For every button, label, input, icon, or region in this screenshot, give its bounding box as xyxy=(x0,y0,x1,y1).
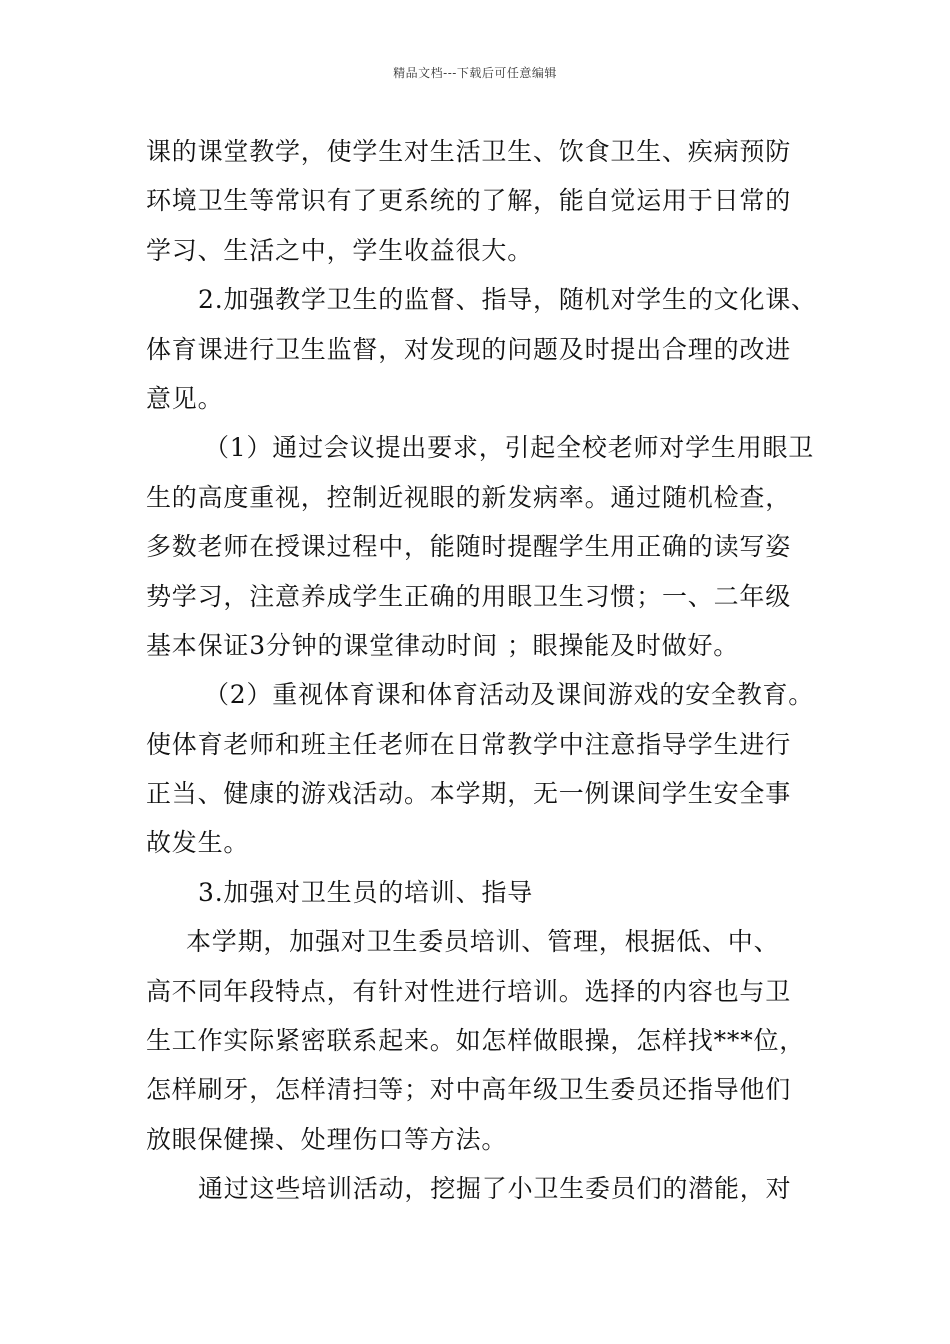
text-line: 环境卫生等常识有了更系统的了解，能自觉运用于日常的 xyxy=(146,186,792,216)
text-line: 基本保证3分钟的课堂律动时间 ；眼操能及时做好。 xyxy=(146,630,740,660)
text-line: 生工作实际紧密联系起来。如怎样做眼操，怎样找***位， xyxy=(146,1026,806,1056)
text-line: 高不同年段特点，有针对性进行培训。选择的内容也与卫 xyxy=(146,976,792,1006)
text-line: （1）通过会议提出要求，引起全校老师对学生用眼卫 xyxy=(204,433,815,463)
text-line: 多数老师在授课过程中，能随时提醒学生用正确的读写姿 xyxy=(146,532,792,562)
text-line: 学习、生活之中，学生收益很大。 xyxy=(146,235,534,265)
text-line: 故发生。 xyxy=(146,828,250,858)
text-line: 本学期，加强对卫生委员培训、管理，根据低、中、 xyxy=(186,927,780,957)
text-line: 怎样刷牙，怎样清扫等；对中高年级卫生委员还指导他们 xyxy=(146,1075,792,1105)
text-line: 意见。 xyxy=(146,383,224,413)
body-text xyxy=(146,127,818,1214)
text-line: 通过这些培训活动，挖掘了小卫生委员们的潜能，对 xyxy=(198,1174,792,1204)
text-line: 正当、健康的游戏活动。本学期，无一例课间学生安全事 xyxy=(146,779,792,809)
text-line: 课的课堂教学，使学生对生活卫生、饮食卫生、疾病预防 xyxy=(146,137,792,166)
text-line: 2.加强教学卫生的监督、指导，随机对学生的文化课、 xyxy=(198,285,817,315)
text-line: 生的高度重视，控制近视眼的新发病率。通过随机检查， xyxy=(146,482,792,512)
text-line: 放眼保健操、处理伤口等方法。 xyxy=(146,1124,508,1154)
text-line: 3.加强对卫生员的培训、指导 xyxy=(198,877,534,907)
text-line: 使体育老师和班主任老师在日常教学中注意指导学生进行 xyxy=(146,729,792,759)
text-line: （2）重视体育课和体育活动及课间游戏的安全教育。 xyxy=(204,680,815,710)
text-line: 体育课进行卫生监督，对发现的问题及时提出合理的改进 xyxy=(146,334,792,364)
page-header: 精品文档---下载后可任意编辑 xyxy=(393,66,557,80)
text-line: 势学习，注意养成学生正确的用眼卫生习惯；一、二年级 xyxy=(146,581,792,611)
